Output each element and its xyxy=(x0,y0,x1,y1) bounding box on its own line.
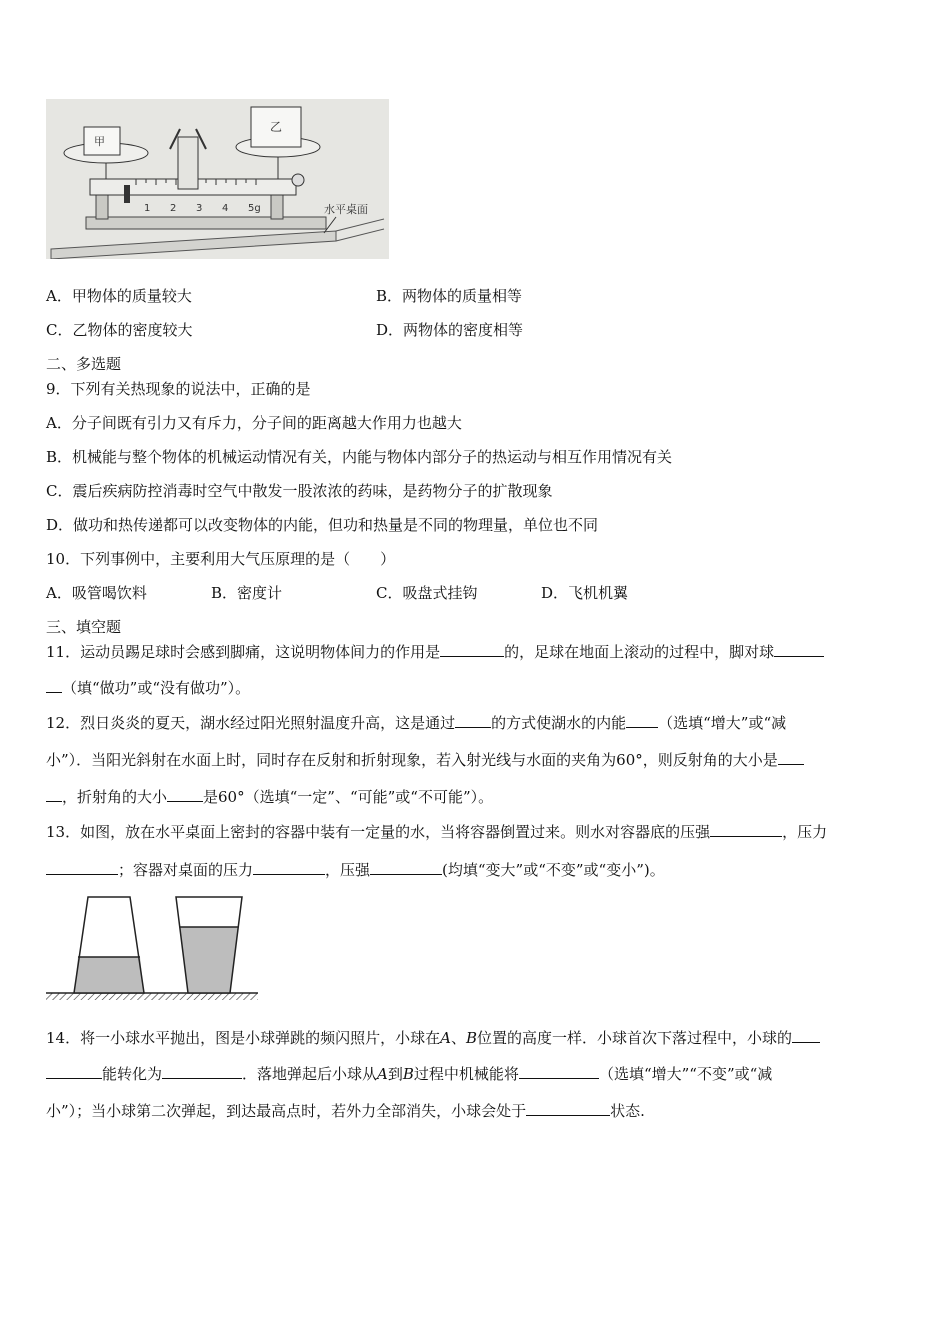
q10-option-c: C．吸盘式挂钩 xyxy=(376,584,478,602)
scale-number: 2 xyxy=(170,203,177,214)
section-title-multiple-choice: 二、多选题 xyxy=(46,355,122,373)
q11-line-2 xyxy=(46,678,250,698)
q9-option-a: A．分子间既有引力又有斥力，分子间的距离越大作用力也越大 xyxy=(46,414,462,432)
q13-blank-4[interactable] xyxy=(370,860,442,875)
q13-text-3: ；容器对桌面的压力 xyxy=(118,861,254,879)
q11-text-1: 11．运动员踢足球时会感到脚痛，这说明物体间力的作用是 xyxy=(46,643,441,661)
label-yi: 乙 xyxy=(270,120,283,134)
q12-blank-2[interactable] xyxy=(626,713,658,728)
q13-text-2: ，压力 xyxy=(782,823,828,841)
scale-number: 3 xyxy=(196,203,203,214)
q13-text-5: (均填“变大”或“不变”或“变小”)。 xyxy=(442,861,665,879)
scale-number: 5g xyxy=(248,203,261,214)
q14-text-4: ．落地弹起后小球从 xyxy=(242,1065,378,1083)
q14-line-1 xyxy=(46,1028,820,1048)
containers-figure xyxy=(46,893,258,1003)
q12-text-3: （选填“增大”或“减 xyxy=(658,714,787,732)
q14-point-a: A xyxy=(440,1029,451,1047)
q14-text-3: 能转化为 xyxy=(102,1065,163,1083)
scale-number: 4 xyxy=(222,203,229,214)
q13-blank-1[interactable] xyxy=(710,822,782,837)
q10-option-b: B．密度计 xyxy=(211,584,283,602)
containers-illustration xyxy=(46,893,258,1003)
q14-text-6: （选填“增大”“不变”或“减 xyxy=(598,1065,773,1083)
table-label: 水平桌面 xyxy=(324,203,368,216)
q12-blank-3b[interactable] xyxy=(46,787,62,802)
q10-stem: 10．下列事例中，主要利用大气压原理的是（ ） xyxy=(46,550,396,568)
q12-blank-3a[interactable] xyxy=(778,750,804,765)
label-jia: 甲 xyxy=(94,135,105,148)
q14-text-2: 位置的高度一样．小球首次下落过程中，小球的 xyxy=(476,1029,792,1047)
q13-text-4: ，压强 xyxy=(325,861,371,879)
q9-option-c: C．震后疾病防控消毒时空气中散发一股浓浓的药味，是药物分子的扩散现象 xyxy=(46,482,553,500)
q11-line-1 xyxy=(46,642,824,662)
q14-text-5: 过程中机械能将 xyxy=(413,1065,519,1083)
q14-point-b: B xyxy=(465,1029,477,1047)
q14-blank-1a[interactable] xyxy=(792,1028,820,1043)
q10-option-d: D．飞机机翼 xyxy=(541,584,629,602)
q13-line-1 xyxy=(46,822,827,842)
q12-line-1 xyxy=(46,713,786,733)
q11-blank-2a[interactable] xyxy=(774,642,824,657)
q14-sep: 、 xyxy=(450,1029,466,1047)
section-title-fill-in: 三、填空题 xyxy=(46,618,122,636)
q9-stem: 9．下列有关热现象的说法中，正确的是 xyxy=(46,380,311,398)
q14-text-1: 14．将一小球水平抛出，图是小球弹跳的频闪照片，小球在 xyxy=(46,1029,441,1047)
q9-option-d: D．做功和热传递都可以改变物体的内能，但功和热量是不同的物理量，单位也不同 xyxy=(46,516,599,534)
balance-illustration xyxy=(46,99,389,259)
q9-option-b: B．机械能与整个物体的机械运动情况有关，内能与物体内部分子的热运动与相互作用情况有关 xyxy=(46,448,673,466)
q14-line-3 xyxy=(46,1101,645,1121)
q13-blank-2[interactable] xyxy=(46,860,118,875)
q12-text-5: ，折射角的大小 xyxy=(62,788,168,806)
q14-point-a-2: A xyxy=(377,1065,388,1083)
q11-blank-2b[interactable] xyxy=(46,678,62,693)
q8-option-b: B．两物体的质量相等 xyxy=(376,287,523,305)
q14-blank-1b[interactable] xyxy=(46,1064,102,1079)
balance-figure xyxy=(46,99,389,259)
q12-blank-4[interactable] xyxy=(167,787,203,802)
q14-text-8: 状态. xyxy=(610,1102,645,1120)
q11-text-2: 的，足球在地面上滚动的过程中，脚对球 xyxy=(504,643,775,661)
q8-option-a: A．甲物体的质量较大 xyxy=(46,287,192,305)
q14-text-to: 到 xyxy=(387,1065,403,1083)
q12-text-2: 的方式使湖水的内能 xyxy=(491,714,627,732)
scale-number: 1 xyxy=(144,203,151,214)
q13-blank-3[interactable] xyxy=(253,860,325,875)
q14-line-2 xyxy=(46,1064,772,1084)
q12-line-2 xyxy=(46,750,804,770)
q13-text-1: 13．如图，放在水平桌面上密封的容器中装有一定量的水，当将容器倒置过来。则水对容器底的压强 xyxy=(46,823,711,841)
q11-blank-1[interactable] xyxy=(440,642,504,657)
q12-blank-1[interactable] xyxy=(455,713,491,728)
q8-option-c: C．乙物体的密度较大 xyxy=(46,321,193,339)
q14-text-7: 小”）；当小球第二次弹起，到达最高点时，若外力全部消失，小球会处于 xyxy=(46,1102,527,1120)
q14-blank-4[interactable] xyxy=(526,1101,610,1116)
q8-option-d: D．两物体的密度相等 xyxy=(376,321,524,339)
q12-text-4: 小”）．当阳光斜射在水面上时，同时存在反射和折射现象，若入射光线与水面的夹角为60°，则反射角的大小是 xyxy=(46,751,778,769)
q12-text-1: 12．烈日炎炎的夏天，湖水经过阳光照射温度升高，这是通过 xyxy=(46,714,456,732)
q14-point-b-2: B xyxy=(402,1065,414,1083)
q11-text-3: （填“做功”或“没有做功”）。 xyxy=(62,679,251,697)
q14-blank-2[interactable] xyxy=(162,1064,242,1079)
q14-blank-3[interactable] xyxy=(519,1064,599,1079)
q13-line-2 xyxy=(46,860,665,880)
q12-line-3 xyxy=(46,787,493,807)
q10-option-a: A．吸管喝饮料 xyxy=(46,584,147,602)
q12-text-6: 是60°（选填“一定”、“可能”或“不可能”）。 xyxy=(203,788,494,806)
